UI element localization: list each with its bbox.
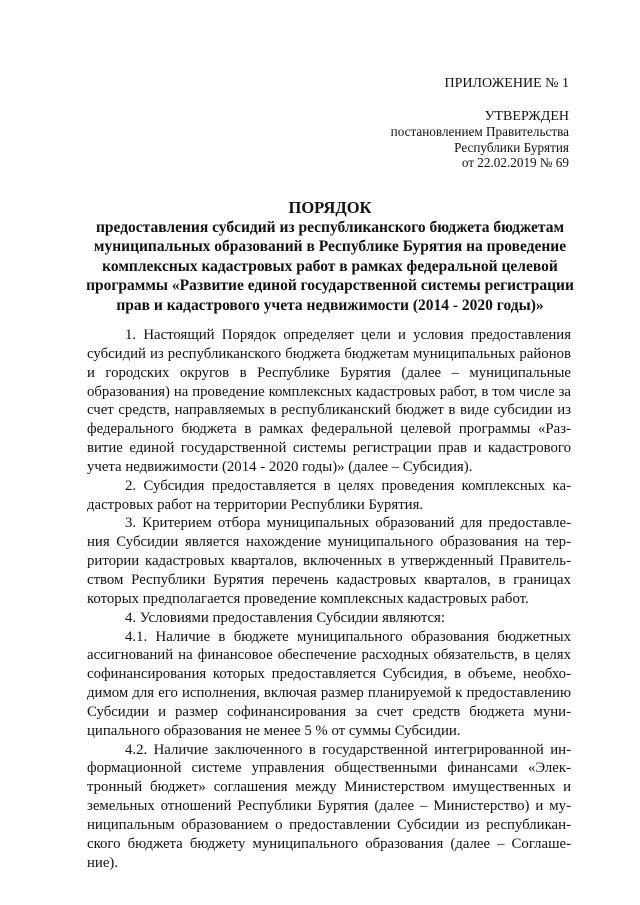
title-main: ПОРЯДОК [288,198,372,217]
paragraph-4-1: 4.1. Наличие в бюджете муниципального образования бюджетных ассигнований на финансовое обеспечение расходных обязательств, в целях софинансирования которых предоставляется Субсидия, в объеме, необходимом для его исполнения, включая размер планируемой к предоставлению Субсидии и размер софинансирования за счет средств бюджета муниципального образования не менее 5 % от суммы Субсидии. [87,628,571,739]
paragraph-3: 3. Критерием отбора муниципальных образований для предоставления Субсидии является нахождение муниципального образования на территории кадастровых кварталов, включенных в утвержденный Правительством Республики Бурятия перечень кадастровых кварталов, в границах которых предполагается проведение комплексных кадастровых работ. [87,515,571,607]
title-line-2: муниципальных образований в Республике Бурятия на проведение [93,238,567,256]
document-body [87,326,571,872]
title-line-3: комплексных кадастровых работ в рамках федеральной целевой [102,257,558,275]
title-line-4: программы «Развитие единой государственной системы регистрации [86,277,574,295]
paragraph-4: 4. Условиями предоставления Субсидии являются: [125,609,445,626]
document-title [80,198,580,315]
decree-line-2: Республики Бурятия [454,139,569,155]
paragraph-2: 2. Субсидия предоставляется в целях проведения комплексных кадастровых работ на территории Республики Бурятия. [87,477,571,513]
paragraph-4-2: 4.2. Наличие заключенного в государственной интегрированной информационной системе управления общественными финансами «Электронный бюджет» соглашения между Министерством имущественных и земельных отношений Республики Бурятия (далее – Министерство) и муниципальным образованием о предоставлении Субсидии из республиканского бюджета бюджету муниципального образования (далее – Соглашение). [87,741,571,871]
title-line-1: предоставления субсидий из республиканского бюджета бюджетам [95,219,565,236]
paragraph-1: 1. Настоящий Порядок определяет цели и условия предоставления субсидий из республиканского бюджета бюджетам муниципальных районов и городских округов в Республике Бурятия (далее – муниципальные образования) на проведение комплексных кадастровых работ, в том числе за счет средств, направляемых в республиканский бюджет в виде субсидии из федерального бюджета в рамках федеральной целевой программы «Развитие единой государственной системы регистрации прав и кадастрового учета недвижимости (2014 - 2020 годы)» (далее – Субсидия). [87,327,571,475]
decree-line-1: постановлением Правительства [390,124,569,140]
title-subtitle [80,218,580,315]
title-line-5: прав и кадастрового учета недвижимости (2014 - 2020 годы)» [116,296,544,314]
approval-block [391,109,569,171]
attachment-label: ПРИЛОЖЕНИЕ № 1 [444,76,569,91]
decree-date: от 22.02.2019 № 69 [461,155,569,171]
approved-label: УТВЕРЖДЕН [484,109,569,124]
